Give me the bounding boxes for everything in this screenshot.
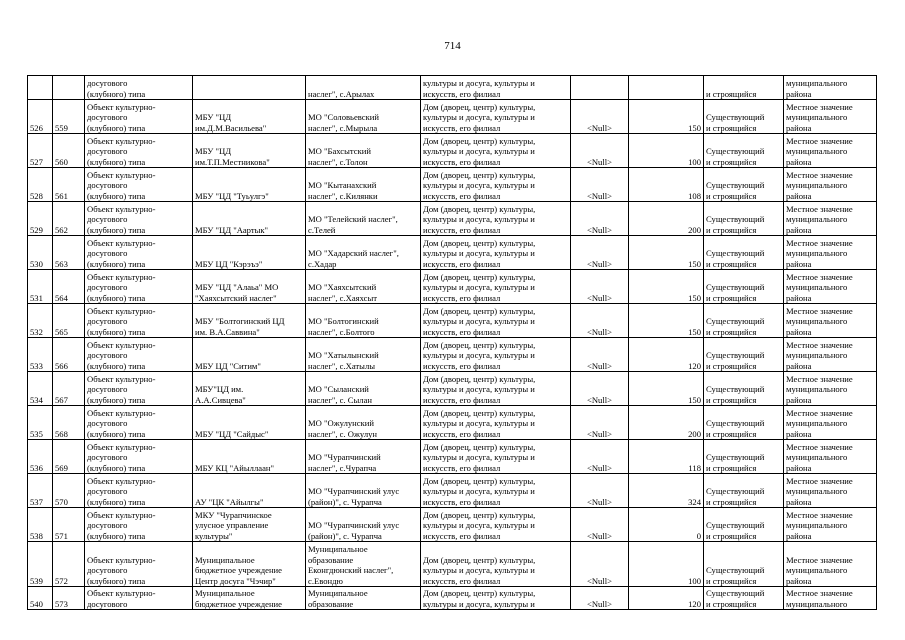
object-id-cell: 572 xyxy=(53,542,85,587)
facility-kind-cell: Дом (дворец, центр) культуры, культуры и досуга, культуры и искусств, его филиал xyxy=(421,508,571,542)
null-value-cell: <Null> xyxy=(571,202,629,236)
object-id-cell: 568 xyxy=(53,406,85,440)
capacity-cell: 200 xyxy=(629,202,704,236)
object-type-cell: Объект культурно- досугового (клубного) типа xyxy=(85,100,193,134)
object-type-cell: Объект культурно- досугового (клубного) типа xyxy=(85,134,193,168)
row-number-cell xyxy=(28,76,53,100)
significance-cell: Местное значение муниципального района xyxy=(784,440,877,474)
object-type-cell: Объект культурно- досугового (клубного) типа xyxy=(85,440,193,474)
capacity-cell: 150 xyxy=(629,304,704,338)
location-cell: МО "Хатылынский наслег", с.Хатылы xyxy=(306,338,421,372)
capacity-cell: 120 xyxy=(629,587,704,610)
facility-kind-cell: Дом (дворец, центр) культуры, культуры и досуга, культуры и искусств, его филиал xyxy=(421,236,571,270)
capacity-cell: 108 xyxy=(629,168,704,202)
status-cell: Существующий и строящийся xyxy=(704,168,784,202)
facility-kind-cell: Дом (дворец, центр) культуры, культуры и досуга, культуры и искусств, его филиал xyxy=(421,542,571,587)
capacity-cell: 150 xyxy=(629,270,704,304)
capacity-cell xyxy=(629,76,704,100)
organization-cell: МБУ "ЦД "Сайдыс" xyxy=(193,406,306,440)
table-row xyxy=(28,168,877,202)
row-number-cell: 526 xyxy=(28,100,53,134)
null-value-cell: <Null> xyxy=(571,587,629,610)
significance-cell: Местное значение муниципального района xyxy=(784,474,877,508)
location-cell: МО "Хадарский наслег", с.Хадар xyxy=(306,236,421,270)
organization-cell: МБУ"ЦД им. А.А.Сивцева" xyxy=(193,372,306,406)
null-value-cell: <Null> xyxy=(571,134,629,168)
capacity-cell: 150 xyxy=(629,236,704,270)
organization-cell: МБУ "ЦД "Туьулгэ" xyxy=(193,168,306,202)
significance-cell: Местное значение муниципального района xyxy=(784,542,877,587)
row-number-cell: 528 xyxy=(28,168,53,202)
table-row xyxy=(28,236,877,270)
location-cell: МО "Болтогинский наслег", с.Болтого xyxy=(306,304,421,338)
location-cell: МО "Сыланский наслег", с. Сылан xyxy=(306,372,421,406)
object-id-cell: 562 xyxy=(53,202,85,236)
null-value-cell: <Null> xyxy=(571,474,629,508)
significance-cell: Местное значение муниципального района xyxy=(784,100,877,134)
capacity-cell: 100 xyxy=(629,542,704,587)
status-cell: и строящийся xyxy=(704,76,784,100)
table-row xyxy=(28,270,877,304)
table-row xyxy=(28,542,877,587)
null-value-cell: <Null> xyxy=(571,168,629,202)
status-cell: Существующий и строящийся xyxy=(704,440,784,474)
null-value-cell: <Null> xyxy=(571,508,629,542)
row-number-cell: 531 xyxy=(28,270,53,304)
significance-cell: Местное значение муниципального xyxy=(784,587,877,610)
null-value-cell xyxy=(571,76,629,100)
location-cell: МО "Чурапчинский улус (район)", с. Чурапча xyxy=(306,474,421,508)
location-cell: МО "Хаяхсытский наслег", с.Хаяхсыт xyxy=(306,270,421,304)
location-cell: МО "Кытанахский наслег", с.Килянки xyxy=(306,168,421,202)
registry-table xyxy=(27,75,877,610)
row-number-cell: 535 xyxy=(28,406,53,440)
object-type-cell: Объект культурно- досугового (клубного) типа xyxy=(85,304,193,338)
table-row xyxy=(28,202,877,236)
table-row xyxy=(28,508,877,542)
table-row xyxy=(28,304,877,338)
object-id-cell: 570 xyxy=(53,474,85,508)
object-id-cell: 559 xyxy=(53,100,85,134)
table-row xyxy=(28,338,877,372)
location-cell: наслег", с.Арылах xyxy=(306,76,421,100)
row-number-cell: 540 xyxy=(28,587,53,610)
row-number-cell: 536 xyxy=(28,440,53,474)
null-value-cell: <Null> xyxy=(571,542,629,587)
object-id-cell: 564 xyxy=(53,270,85,304)
capacity-cell: 118 xyxy=(629,440,704,474)
null-value-cell: <Null> xyxy=(571,338,629,372)
facility-kind-cell: Дом (дворец, центр) культуры, культуры и досуга, культуры и искусств, его филиал xyxy=(421,202,571,236)
row-number-cell: 529 xyxy=(28,202,53,236)
status-cell: Существующий и строящийся xyxy=(704,406,784,440)
table-row xyxy=(28,587,877,610)
table-row xyxy=(28,134,877,168)
facility-kind-cell: Дом (дворец, центр) культуры, культуры и досуга, культуры и искусств, его филиал xyxy=(421,304,571,338)
row-number-cell: 532 xyxy=(28,304,53,338)
facility-kind-cell: Дом (дворец, центр) культуры, культуры и досуга, культуры и xyxy=(421,587,571,610)
organization-cell: МБУ "ЦД им.Т.П.Местникова" xyxy=(193,134,306,168)
row-number-cell: 527 xyxy=(28,134,53,168)
status-cell: Существующий и строящийся xyxy=(704,100,784,134)
facility-kind-cell: культуры и досуга, культуры и искусств, его филиал xyxy=(421,76,571,100)
significance-cell: Местное значение муниципального района xyxy=(784,508,877,542)
capacity-cell: 100 xyxy=(629,134,704,168)
capacity-cell: 150 xyxy=(629,372,704,406)
table-row xyxy=(28,406,877,440)
significance-cell: Местное значение муниципального района xyxy=(784,304,877,338)
location-cell: Муниципальное образование xyxy=(306,587,421,610)
object-type-cell: Объект культурно- досугового (клубного) типа xyxy=(85,202,193,236)
table-row xyxy=(28,76,877,100)
capacity-cell: 150 xyxy=(629,100,704,134)
table-row xyxy=(28,474,877,508)
object-id-cell: 563 xyxy=(53,236,85,270)
object-id-cell xyxy=(53,76,85,100)
significance-cell: Местное значение муниципального района xyxy=(784,406,877,440)
row-number-cell: 539 xyxy=(28,542,53,587)
object-id-cell: 573 xyxy=(53,587,85,610)
significance-cell: Местное значение муниципального района xyxy=(784,236,877,270)
organization-cell: МБУ КЦ "Айыллаан" xyxy=(193,440,306,474)
capacity-cell: 0 xyxy=(629,508,704,542)
table-row xyxy=(28,100,877,134)
facility-kind-cell: Дом (дворец, центр) культуры, культуры и досуга, культуры и искусств, его филиал xyxy=(421,338,571,372)
table-row xyxy=(28,372,877,406)
status-cell: Существующий и строящийся xyxy=(704,304,784,338)
location-cell: МО "Чурапчинский улус (район)", с. Чурапча xyxy=(306,508,421,542)
organization-cell: Муниципальное бюджетное учреждение Центр досуга "Чэчир" xyxy=(193,542,306,587)
object-id-cell: 569 xyxy=(53,440,85,474)
row-number-cell: 537 xyxy=(28,474,53,508)
organization-cell: МБУ "ЦД "Аартык" xyxy=(193,202,306,236)
object-type-cell: досугового (клубного) типа xyxy=(85,76,193,100)
status-cell: Существующий и строящийся xyxy=(704,202,784,236)
organization-cell: АУ "ЦК "Айылгы" xyxy=(193,474,306,508)
object-id-cell: 567 xyxy=(53,372,85,406)
capacity-cell: 200 xyxy=(629,406,704,440)
status-cell: Существующий и строящийся xyxy=(704,236,784,270)
status-cell: Существующий и строящийся xyxy=(704,474,784,508)
object-type-cell: Объект культурно- досугового (клубного) типа xyxy=(85,542,193,587)
organization-cell: МБУ "ЦД "Алаьа" МО "Хаяхсытский наслег" xyxy=(193,270,306,304)
object-type-cell: Объект культурно- досугового (клубного) типа xyxy=(85,508,193,542)
status-cell: Существующий и строящийся xyxy=(704,372,784,406)
object-type-cell: Объект культурно- досугового (клубного) типа xyxy=(85,270,193,304)
row-number-cell: 530 xyxy=(28,236,53,270)
null-value-cell: <Null> xyxy=(571,270,629,304)
location-cell: МО "Бахсытский наслег", с.Толон xyxy=(306,134,421,168)
facility-kind-cell: Дом (дворец, центр) культуры, культуры и досуга, культуры и искусств, его филиал xyxy=(421,440,571,474)
object-id-cell: 565 xyxy=(53,304,85,338)
location-cell: МО "Телейский наслег", с.Телей xyxy=(306,202,421,236)
status-cell: Существующий и строящийся xyxy=(704,587,784,610)
significance-cell: Местное значение муниципального района xyxy=(784,338,877,372)
row-number-cell: 534 xyxy=(28,372,53,406)
status-cell: Существующий и строящийся xyxy=(704,508,784,542)
significance-cell: Местное значение муниципального района xyxy=(784,202,877,236)
organization-cell: МКУ "Чурапчинское улусное управление культуры" xyxy=(193,508,306,542)
organization-cell: МБУ ЦД "Ситим" xyxy=(193,338,306,372)
organization-cell: Муниципальное бюджетное учреждение xyxy=(193,587,306,610)
status-cell: Существующий и строящийся xyxy=(704,542,784,587)
status-cell: Существующий и строящийся xyxy=(704,270,784,304)
facility-kind-cell: Дом (дворец, центр) культуры, культуры и досуга, культуры и искусств, его филиал xyxy=(421,372,571,406)
object-id-cell: 571 xyxy=(53,508,85,542)
page-number: 714 xyxy=(444,40,461,52)
object-type-cell: Объект культурно- досугового (клубного) типа xyxy=(85,372,193,406)
facility-kind-cell: Дом (дворец, центр) культуры, культуры и досуга, культуры и искусств, его филиал xyxy=(421,406,571,440)
null-value-cell: <Null> xyxy=(571,236,629,270)
facility-kind-cell: Дом (дворец, центр) культуры, культуры и досуга, культуры и искусств, его филиал xyxy=(421,270,571,304)
location-cell: МО "Ожулунский наслег", с. Ожулун xyxy=(306,406,421,440)
significance-cell: муниципального района xyxy=(784,76,877,100)
status-cell: Существующий и строящийся xyxy=(704,134,784,168)
significance-cell: Местное значение муниципального района xyxy=(784,372,877,406)
object-type-cell: Объект культурно- досугового (клубного) типа xyxy=(85,474,193,508)
organization-cell: МБУ "Болтогинский ЦД им. В.А.Саввина" xyxy=(193,304,306,338)
location-cell: Муниципальное образование Еконгдюнский наслег", с.Евондю xyxy=(306,542,421,587)
object-type-cell: Объект культурно- досугового xyxy=(85,587,193,610)
location-cell: МО "Чурапчинский наслег", с.Чурапча xyxy=(306,440,421,474)
object-type-cell: Объект культурно- досугового (клубного) типа xyxy=(85,338,193,372)
null-value-cell: <Null> xyxy=(571,304,629,338)
significance-cell: Местное значение муниципального района xyxy=(784,168,877,202)
status-cell: Существующий и строящийся xyxy=(704,338,784,372)
organization-cell: МБУ ЦД "Кэрэъэ" xyxy=(193,236,306,270)
object-id-cell: 561 xyxy=(53,168,85,202)
object-type-cell: Объект культурно- досугового (клубного) типа xyxy=(85,406,193,440)
null-value-cell: <Null> xyxy=(571,372,629,406)
object-type-cell: Объект культурно- досугового (клубного) типа xyxy=(85,168,193,202)
object-id-cell: 560 xyxy=(53,134,85,168)
object-id-cell: 566 xyxy=(53,338,85,372)
facility-kind-cell: Дом (дворец, центр) культуры, культуры и досуга, культуры и искусств, его филиал xyxy=(421,100,571,134)
facility-kind-cell: Дом (дворец, центр) культуры, культуры и досуга, культуры и искусств, его филиал xyxy=(421,168,571,202)
capacity-cell: 120 xyxy=(629,338,704,372)
facility-kind-cell: Дом (дворец, центр) культуры, культуры и досуга, культуры и искусств, его филиал xyxy=(421,474,571,508)
null-value-cell: <Null> xyxy=(571,406,629,440)
location-cell: МО "Соловьевский наслег", с.Мырыла xyxy=(306,100,421,134)
table-row xyxy=(28,440,877,474)
row-number-cell: 538 xyxy=(28,508,53,542)
significance-cell: Местное значение муниципального района xyxy=(784,134,877,168)
significance-cell: Местное значение муниципального района xyxy=(784,270,877,304)
organization-cell xyxy=(193,76,306,100)
object-type-cell: Объект культурно- досугового (клубного) типа xyxy=(85,236,193,270)
organization-cell: МБУ "ЦД им.Д.М.Васильева" xyxy=(193,100,306,134)
facility-kind-cell: Дом (дворец, центр) культуры, культуры и досуга, культуры и искусств, его филиал xyxy=(421,134,571,168)
capacity-cell: 324 xyxy=(629,474,704,508)
row-number-cell: 533 xyxy=(28,338,53,372)
null-value-cell: <Null> xyxy=(571,100,629,134)
null-value-cell: <Null> xyxy=(571,440,629,474)
